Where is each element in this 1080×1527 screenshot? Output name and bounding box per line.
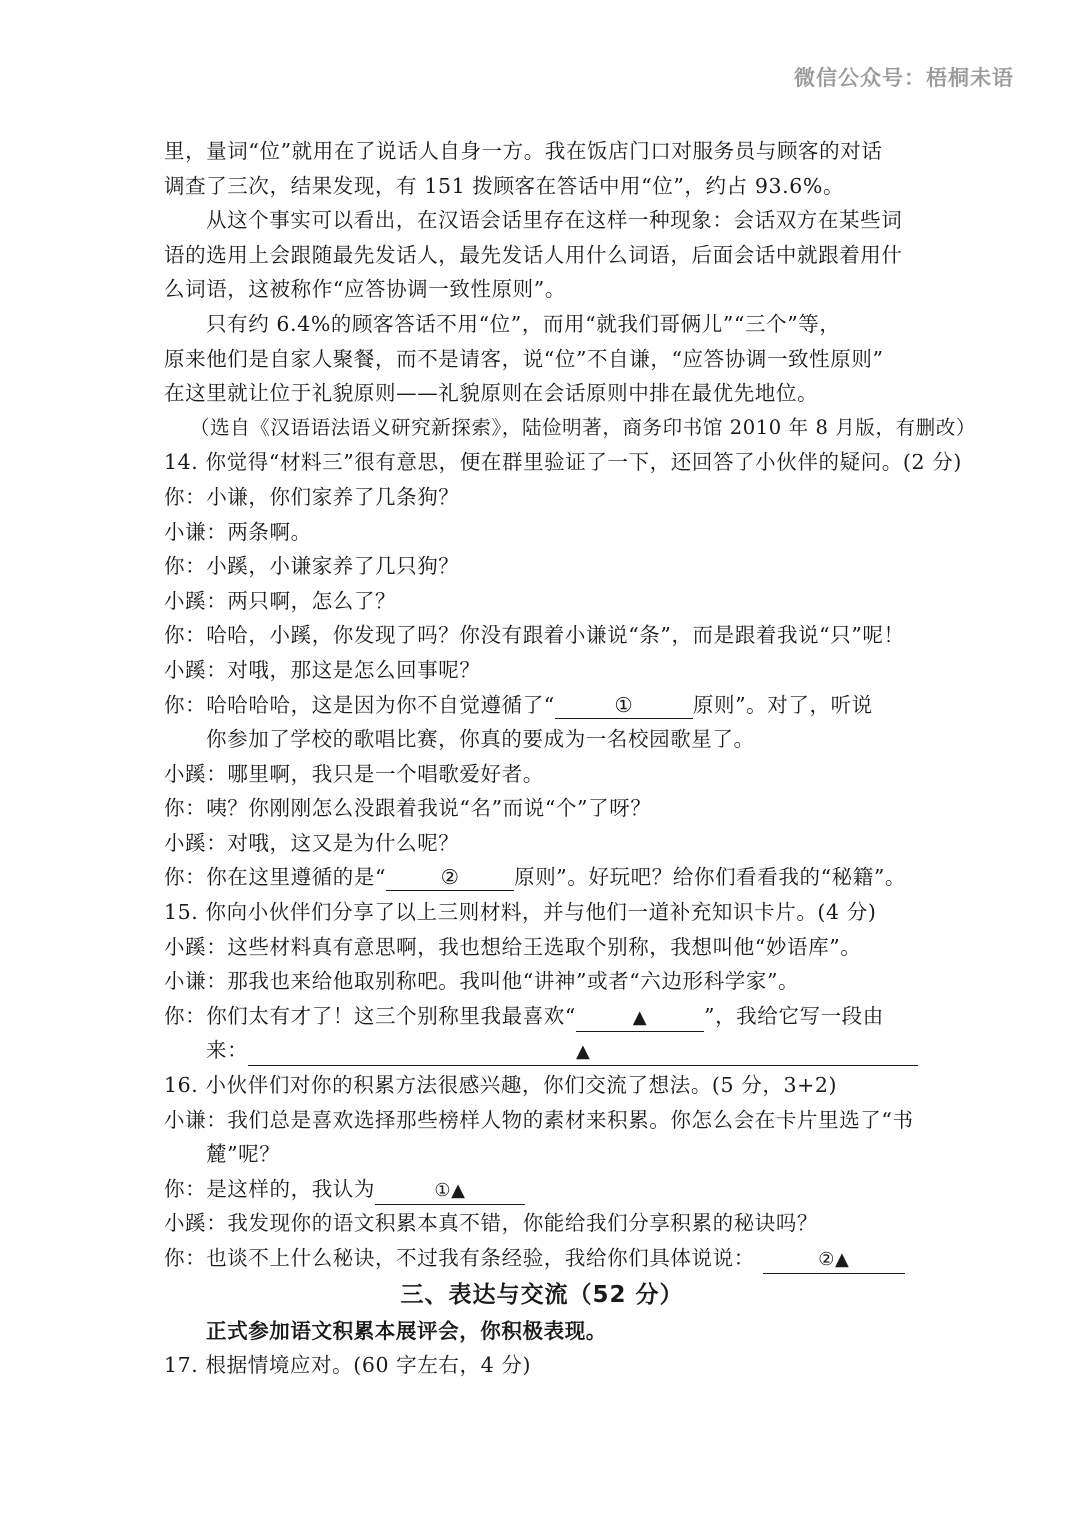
speaker: 小谦： <box>164 969 228 994</box>
dialogue-text: 小谦，你们家养了几条狗？ <box>206 484 460 509</box>
speaker: 小蹊： <box>164 588 228 613</box>
dialogue-line <box>164 584 920 619</box>
dialogue-text: ”，我给它写一段由 <box>703 1003 884 1028</box>
dialogue-text: 咦？你刚刚怎么没跟着我说“名”而说“个”了呀？ <box>206 796 652 821</box>
speaker: 小蹊： <box>164 934 228 959</box>
speaker: 你： <box>164 1176 207 1201</box>
dialogue-line <box>164 1241 920 1276</box>
dialogue-line <box>164 653 920 688</box>
dialogue-line <box>164 860 920 895</box>
answer-blank-1[interactable]: ①▲ <box>375 1178 525 1205</box>
dialogue-text: 我们总是喜欢选择那些榜样人物的素材来积累。你怎么会在卡片里选了“书 <box>227 1107 914 1132</box>
speaker: 你： <box>164 623 207 648</box>
speaker: 小蹊： <box>164 761 228 786</box>
speaker: 你： <box>164 1003 207 1028</box>
speaker: 你： <box>164 554 207 579</box>
speaker: 小蹊： <box>164 830 228 855</box>
dialogue-line <box>164 1206 920 1241</box>
dialogue-continuation <box>164 1033 920 1068</box>
speaker: 你： <box>164 692 207 717</box>
passage-line: 语的选用上会跟随最先发话人，最先发话人用什么词语，后面会话中就跟着用什 <box>164 242 903 267</box>
dialogue-line <box>164 1103 920 1138</box>
speaker: 你： <box>164 1246 207 1270</box>
dialogue-text: 那我也来给他取别称吧。我叫他“讲神”或者“六边形科学家”。 <box>227 969 800 994</box>
dialogue-text: 两条啊。 <box>227 519 312 544</box>
speaker: 你： <box>164 796 207 821</box>
passage-line: 在这里就让位于礼貌原则——礼貌原则在会话原则中排在最优先地位。 <box>164 381 819 406</box>
passage-line: 只有约 6.4%的顾客答话不用“位”，而用“就我们哥俩儿”“三个”等， <box>206 311 841 336</box>
speaker: 小谦： <box>164 1107 228 1132</box>
answer-blank-triangle[interactable]: ▲ <box>576 1005 704 1032</box>
dialogue-line <box>164 549 920 584</box>
speaker: 你： <box>164 484 207 509</box>
answer-blank-1[interactable]: ① <box>555 692 693 719</box>
dialogue-text: 我发现你的语文积累本真不错，你能给我们分享积累的秘诀吗？ <box>227 1211 819 1236</box>
passage-line: 调查了三次，结果发现，有 151 拨顾客在答话中用“位”，约占 93.6%。 <box>164 173 845 198</box>
citation: （选自《汉语语法语义研究新探索》，陆俭明著，商务印书馆 2010 年 8 月版，有删改） <box>190 415 976 439</box>
dialogue-text: 这些材料真有意思啊，我也想给王选取个别称，我想叫他“妙语库”。 <box>227 934 862 959</box>
question-17-title: 17. 根据情境应对。(60 字左右，4 分) <box>164 1353 532 1378</box>
speaker: 小蹊： <box>164 1211 228 1236</box>
dialogue-line <box>164 688 920 723</box>
dialogue-text: 两只啊，怎么了？ <box>227 588 397 613</box>
dialogue-line <box>164 930 920 965</box>
dialogue-text: 哈哈，小蹊，你发现了吗？你没有跟着小谦说“条”，而是跟着我说“只”呢！ <box>206 623 905 648</box>
dialogue-line <box>164 757 920 792</box>
document-page <box>164 134 976 1383</box>
passage-line: 原来他们是自家人聚餐，而不是请客，说“位”不自谦，“应答协调一致性原则” <box>164 346 884 371</box>
dialogue-line <box>164 999 920 1034</box>
speaker: 小蹊： <box>164 657 228 682</box>
dialogue-text: 来： <box>206 1038 249 1063</box>
dialogue-text: 对哦，那这是怎么回事呢？ <box>227 657 481 682</box>
dialogue-text: 哪里啊，我只是一个唱歌爱好者。 <box>227 761 544 786</box>
section-heading: 三、表达与交流（52 分） <box>400 1281 684 1308</box>
question-14-title: 14. 你觉得“材料三”很有意思，便在群里验证了一下，还回答了小伙伴的疑问。(2 分) <box>164 450 962 475</box>
answer-line-full[interactable]: ▲ <box>248 1039 918 1066</box>
dialogue-text: 小蹊，小谦家养了几只狗？ <box>206 554 460 579</box>
passage-line: 从这个事实可以看出，在汉语会话里存在这样一种现象：会话双方在某些词 <box>206 208 903 233</box>
watermark: 微信公众号：梧桐未语 <box>794 66 1014 90</box>
dialogue-text: 是这样的，我认为 <box>206 1176 376 1201</box>
answer-blank-2[interactable]: ② <box>386 864 514 891</box>
dialogue-line <box>164 1172 920 1207</box>
dialogue-text: 原则”。好玩吧？给你们看看我的“秘籍”。 <box>514 865 907 890</box>
passage-line: 里，量词“位”就用在了说话人自身一方。我在饭店门口对服务员与顾客的对话 <box>164 139 883 163</box>
speaker: 小谦： <box>164 519 228 544</box>
dialogue-continuation: 麓”呢？ <box>206 1142 281 1167</box>
question-16-title: 16. 小伙伴们对你的积累方法很感兴趣，你们交流了想法。(5 分，3+2) <box>164 1073 838 1098</box>
dialogue-line <box>164 618 920 653</box>
dialogue-text: 也谈不上什么秘诀，不过我有条经验，我给你们具体说说： <box>206 1246 755 1270</box>
dialogue-line <box>164 826 920 861</box>
dialogue-line <box>164 964 920 999</box>
dialogue-line <box>164 791 920 826</box>
dialogue-continuation: 你参加了学校的歌唱比赛，你真的要成为一名校园歌星了。 <box>206 727 755 752</box>
speaker: 你： <box>164 865 207 890</box>
passage-line: 么词语，这被称作“应答协调一致性原则”。 <box>164 277 566 302</box>
section-intro: 正式参加语文积累本展评会，你积极表现。 <box>206 1318 607 1343</box>
question-15-title: 15. 你向小伙伴们分享了以上三则材料，并与他们一道补充知识卡片。(4 分) <box>164 900 877 925</box>
dialogue-line <box>164 480 920 515</box>
answer-blank-2[interactable]: ②▲ <box>763 1247 905 1274</box>
dialogue-text: 你在这里遵循的是“ <box>206 865 387 890</box>
dialogue-text: 原则”。对了，听说 <box>692 692 873 717</box>
dialogue-line <box>164 515 920 550</box>
dialogue-text: 对哦，这又是为什么呢？ <box>227 830 460 855</box>
dialogue-text: 哈哈哈哈，这是因为你不自觉遵循了“ <box>206 692 555 717</box>
dialogue-text: 你们太有才了！这三个别称里我最喜欢“ <box>206 1003 576 1028</box>
